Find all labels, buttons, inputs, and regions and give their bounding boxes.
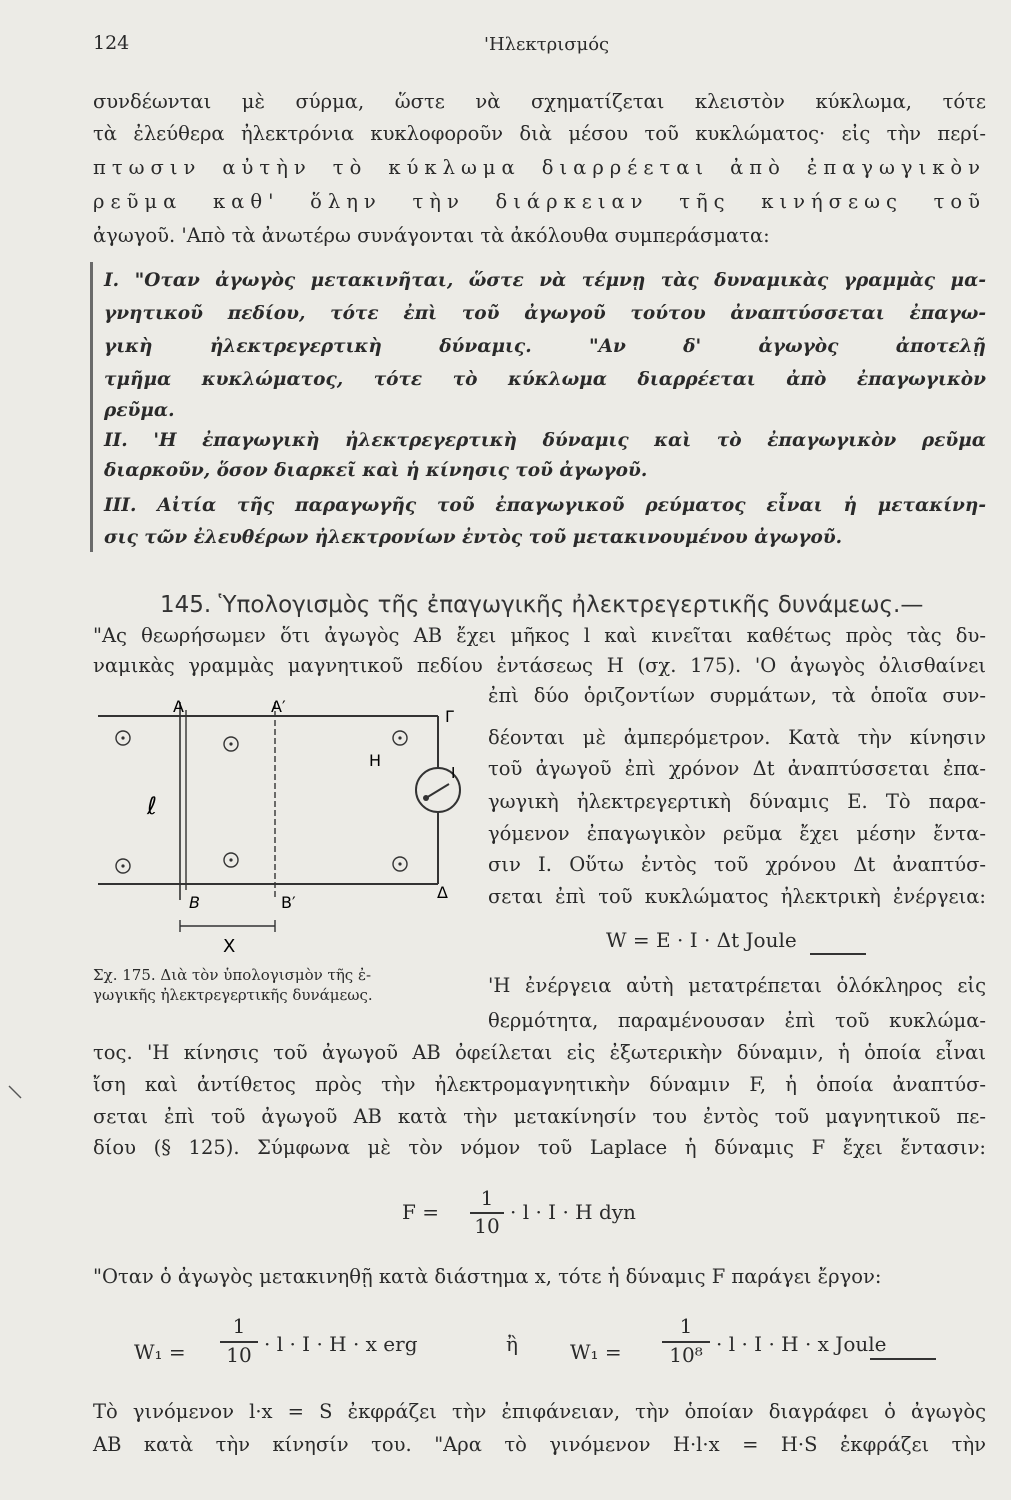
figure-175 [93, 690, 473, 960]
body-line: σεται ἐπὶ τοῦ ἀγωγοῦ ΑΒ κατὰ τὴν μετακίνησίν του ἐντὸς τοῦ μαγνητικοῦ πε- [93, 1105, 986, 1128]
conclusion-line: ρεῦμα. [104, 400, 175, 421]
conclusion-line: II. 'Η ἐπαγωγικὴ ἠλεκτρεγερτικὴ δύναμις καὶ τὸ ἐπαγωγικὸν ρεῦμα [104, 430, 986, 451]
intro-line: συνδέωνται μὲ σύρμα, ὥστε νὰ σχηματίζεται κλειστὸν κύκλωμα, τότε [93, 90, 986, 113]
joule-underline [810, 953, 866, 955]
intro-line: πτωσιν αὐτὴν τὸ κύκλωμα διαρρέεται ἀπὸ ἐπαγωγικὸν [93, 156, 986, 179]
body-line: σιν Ι. Οὕτω ἐντὸς τοῦ χρόνου Δt ἀναπτύσ- [488, 853, 986, 876]
field-dot-center [398, 736, 401, 739]
body-line: τος. 'Η κίνησις τοῦ ἀγωγοῦ ΑΒ ὀφείλεται εἰς ἐξωτερικὴν δύναμιν, ἡ ὁποία εἶναι [93, 1041, 986, 1064]
body-line: ἴση καὶ ἀντίθετος πρὸς τὴν ἠλεκτρομαγνητικὴν δύναμιν F, ἡ ὁποία ἀναπτύσ- [93, 1073, 986, 1096]
ammeter-pivot [423, 795, 429, 801]
body-line: θερμότητα, παραμένουσαν ἐπὶ τοῦ κυκλώμα- [488, 1009, 986, 1032]
conclusions-bar [90, 262, 93, 552]
ammeter-needle [426, 784, 449, 798]
force-denominator: 10 [474, 1214, 500, 1238]
body-line: "Οταν ὁ ἀγωγὸς μετακινηθῇ κατὰ διάστημα x, τότε ἡ δύναμις F παράγει ἔργον: [93, 1265, 882, 1288]
label-x: X [223, 936, 236, 957]
w1-lhs: W₁ = [134, 1340, 186, 1364]
w2-rhs: · l · I · H · x Joule [716, 1332, 887, 1356]
label-h: H [369, 751, 382, 770]
figure-caption: γωγικῆς ἠλεκτρεγερτικῆς δυνάμεως. [93, 986, 373, 1004]
body-line: Τὸ γινόμενον l·x = S ἐκφράζει τὴν ἐπιφάνειαν, τὴν ὁποίαν διαγράφει ὁ ἀγωγὸς [93, 1400, 986, 1423]
conclusion-line: διαρκοῦν, ὅσον διαρκεῖ καὶ ἡ κίνησις τοῦ ἀγωγοῦ. [104, 460, 648, 481]
running-title: 'Ηλεκτρισμός [484, 34, 610, 55]
conclusion-line: γνητικοῦ πεδίου, τότε ἐπὶ τοῦ ἀγωγοῦ τούτου ἀναπτύσσεται ἐπαγω- [104, 303, 986, 324]
body-line: 'Η ἐνέργεια αὐτὴ μετατρέπεται ὁλόκληρος εἰς [488, 974, 986, 997]
body-line: γωγικὴ ἠλεκτρεγερτικὴ δύναμις Ε. Τὸ παρα- [488, 790, 986, 813]
field-dot-center [121, 864, 124, 867]
w2-denominator: 10⁸ [669, 1343, 703, 1367]
intro-line: ρεῦμα καθ' ὅλην τὴν διάρκειαν τῆς κινήσεως τοῦ [93, 190, 986, 213]
conclusion-line: III. Αἰτία τῆς παραγωγῆς τοῦ ἐπαγωγικοῦ ρεύματος εἶναι ἡ μετακίνη- [104, 495, 986, 516]
figure-caption: Σχ. 175. Διὰ τὸν ὑπολογισμὸν τῆς ἐ- [93, 966, 372, 984]
body-line: ΑΒ κατὰ τὴν κίνησίν του. "Αρα τὸ γινόμενον Η·l·x = Η·S ἐκφράζει τὴν [93, 1433, 986, 1456]
body-line: ναμικὰς γραμμὰς μαγνητικοῦ πεδίου ἐντάσεως Η (σχ. 175). 'Ο ἀγωγὸς ὀλισθαίνει [93, 654, 986, 677]
field-dot-center [229, 858, 232, 861]
energy-formula: W = E · I · Δt Joule [606, 928, 797, 952]
label-delta: Δ [437, 883, 448, 902]
label-i: I [451, 764, 456, 782]
body-line: σεται ἐπὶ τοῦ κυκλώματος ἠλεκτρικὴ ἐνέργεια: [488, 885, 986, 908]
force-numerator: 1 [480, 1186, 494, 1210]
body-line: δίου (§ 125). Σύμφωνα μὲ τὸν νόμον τοῦ Laplace ἡ δύναμις F ἔχει ἔντασιν: [93, 1136, 986, 1159]
page-number: 124 [93, 32, 130, 54]
w2-numerator: 1 [679, 1314, 693, 1338]
w1-numerator: 1 [232, 1314, 246, 1338]
label-gamma: Γ [445, 707, 454, 726]
label-b: B [189, 893, 200, 912]
section-heading: 145. Ὑπολογισμὸς τῆς ἐπαγωγικῆς ἠλεκτρεγερτικῆς δυνάμεως.— [160, 592, 924, 618]
label-l: ℓ [147, 792, 157, 820]
intro-line: τὰ ἐλεύθερα ἠλεκτρόνια κυκλοφοροῦν διὰ μέσου τοῦ κυκλώματος· εἰς τὴν περί- [93, 122, 986, 145]
conclusion-line: γικὴ ἠλεκτρεγερτικὴ δύναμις. "Αν δ' ἀγωγὸς ἀποτελῇ [104, 336, 986, 357]
w1-rhs: · l · I · H · x erg [264, 1332, 418, 1356]
field-dot-center [121, 736, 124, 739]
conclusion-line: σις τῶν ἐλευθέρων ἠλεκτρονίων ἐντὸς τοῦ μετακινουμένου ἀγωγοῦ. [104, 527, 843, 548]
conclusion-line: I. "Οταν ἀγωγὸς μετακινῆται, ὥστε νὰ τέμνῃ τὰς δυναμικὰς γραμμὰς μα- [104, 270, 986, 291]
label-a-prime: A′ [271, 697, 286, 716]
or-word: ἢ [506, 1332, 518, 1356]
field-dot-center [229, 742, 232, 745]
joule-underline [870, 1358, 936, 1360]
margin-tick-mark [8, 1085, 22, 1099]
field-dot-center [398, 862, 401, 865]
body-line: τοῦ ἀγωγοῦ ἐπὶ χρόνον Δt ἀναπτύσσεται ἐπα- [488, 757, 986, 780]
body-line: ἐπὶ δύο ὁριζοντίων συρμάτων, τὰ ὁποῖα συν- [488, 684, 986, 707]
label-a: A [173, 697, 184, 716]
body-line: δέονται μὲ ἀμπερόμετρον. Κατὰ τὴν κίνησιν [488, 726, 986, 749]
w1-denominator: 10 [226, 1343, 252, 1367]
force-lhs: F = [402, 1200, 439, 1224]
force-rhs: · l · I · H dyn [510, 1200, 636, 1224]
body-line: "Ας θεωρήσωμεν ὅτι ἀγωγὸς ΑΒ ἔχει μῆκος l καὶ κινεῖται καθέτως πρὸς τὰς δυ- [93, 624, 986, 647]
body-line: γόμενον ἐπαγωγικὸν ρεῦμα ἔχει μέσην ἔντα- [488, 822, 986, 845]
label-b-prime: B′ [281, 893, 296, 912]
conclusion-line: τμῆμα κυκλώματος, τότε τὸ κύκλωμα διαρρέεται ἀπὸ ἐπαγωγικὸν [104, 369, 986, 390]
w2-lhs: W₁ = [570, 1340, 622, 1364]
intro-line: ἀγωγοῦ. 'Απὸ τὰ ἀνωτέρω συνάγονται τὰ ἀκόλουθα συμπεράσματα: [93, 224, 770, 247]
